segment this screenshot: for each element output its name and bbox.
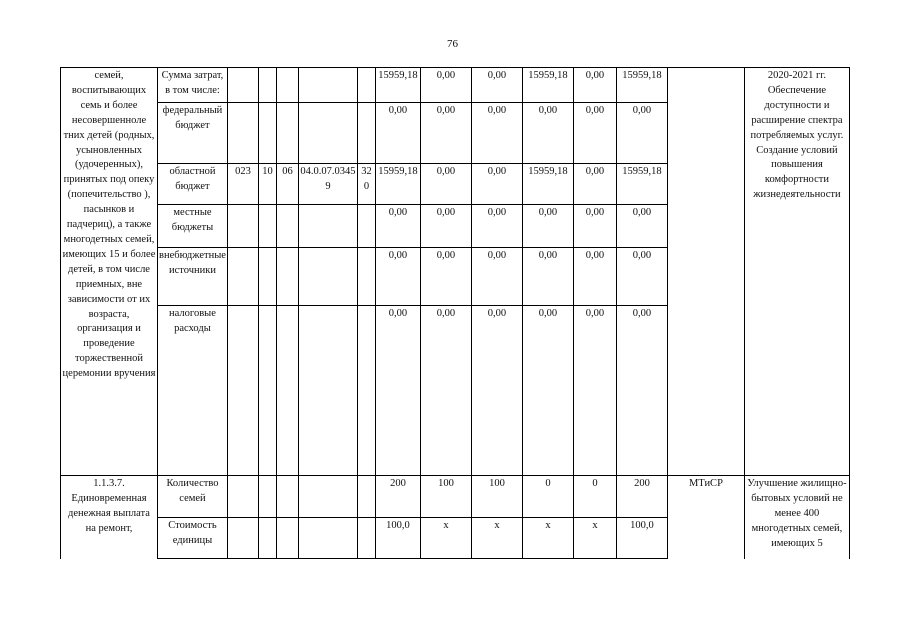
vr-cell [357,306,375,476]
grbs-cell [227,68,258,103]
value-cell: 0,00 [471,68,522,103]
rz-cell [258,476,276,518]
source-cell: областной бюджет [158,164,228,205]
value-cell: 15959,18 [522,164,573,205]
value-cell: 0,00 [573,205,616,248]
csr-cell [298,518,357,559]
value-cell: 100,0 [616,518,667,559]
grbs-cell: 023 [227,164,258,205]
source-cell: Количество семей [158,476,228,518]
value-cell: 0,00 [522,248,573,306]
table-row [61,68,850,103]
value-cell: 0,00 [573,248,616,306]
value-cell: 15959,18 [522,68,573,103]
vr-cell [357,476,375,518]
rz-cell: 10 [258,164,276,205]
table-row [61,476,850,518]
expected-result: Улучшение жилищно-бытовых условий не менее 400 многодетных семей, имеющих 5 [744,476,849,559]
value-cell: 100,0 [375,518,420,559]
value-cell: 0,00 [471,103,522,164]
value-cell: x [471,518,522,559]
executor-cell: МТиСР [667,476,744,559]
value-cell: 0,00 [420,103,471,164]
grbs-cell [227,306,258,476]
value-cell: 0,00 [375,103,420,164]
measure-description: 1.1.3.7. Единовременная денежная выплата на ремонт, [61,476,158,559]
value-cell: 0,00 [420,164,471,205]
rz-cell [258,103,276,164]
grbs-cell [227,103,258,164]
csr-cell [298,103,357,164]
vr-cell [357,248,375,306]
csr-cell: 04.0.07.03459 [298,164,357,205]
value-cell: 0,00 [420,68,471,103]
value-cell: 0 [573,476,616,518]
value-cell: 0,00 [375,248,420,306]
pr-cell: 06 [276,164,298,205]
value-cell: 0,00 [471,306,522,476]
value-cell: 15959,18 [375,68,420,103]
csr-cell [298,68,357,103]
pr-cell [276,103,298,164]
csr-cell [298,476,357,518]
rz-cell [258,68,276,103]
value-cell: 0,00 [616,248,667,306]
budget-table [60,67,850,559]
value-cell: 0,00 [522,103,573,164]
rz-cell [258,306,276,476]
value-cell: 15959,18 [375,164,420,205]
value-cell: 0,00 [522,205,573,248]
value-cell: 0,00 [420,306,471,476]
value-cell: 100 [420,476,471,518]
value-cell: 200 [616,476,667,518]
source-cell: федеральный бюджет [158,103,228,164]
rz-cell [258,205,276,248]
vr-cell [357,68,375,103]
rz-cell [258,248,276,306]
source-cell: местные бюджеты [158,205,228,248]
value-cell: x [573,518,616,559]
pr-cell [276,248,298,306]
source-cell: внебюджетные источники [158,248,228,306]
pr-cell [276,205,298,248]
value-cell: 0,00 [375,205,420,248]
grbs-cell [227,518,258,559]
value-cell: 0,00 [573,164,616,205]
grbs-cell [227,248,258,306]
csr-cell [298,205,357,248]
pr-cell [276,518,298,559]
value-cell: 0,00 [616,103,667,164]
value-cell: 0,00 [573,103,616,164]
grbs-cell [227,205,258,248]
value-cell: 0 [522,476,573,518]
page-number: 76 [447,38,458,50]
value-cell: 0,00 [573,306,616,476]
grbs-cell [227,476,258,518]
measure-description: семей, воспитывающих семь и более несовершенноле тних детей (родных, усыновленных (удочеренных), принятых под опеку (попечительство ), пасынков и падчериц), а также многодетных семей, имеющих 15 и более детей, в том числе приемных, вне зависимости от их возраста, организация и проведение торжественной церемонии вручения [61,68,158,476]
value-cell: x [420,518,471,559]
value-cell: 0,00 [573,68,616,103]
value-cell: 15959,18 [616,68,667,103]
value-cell: 15959,18 [616,164,667,205]
value-cell: 100 [471,476,522,518]
value-cell: 0,00 [522,306,573,476]
vr-cell [357,518,375,559]
source-cell: налоговые расходы [158,306,228,476]
expected-result: 2020-2021 гг. Обеспечение доступности и расширение спектра потребляемых услуг. Создание условий повышения комфортности жизнедеятельности [744,68,849,476]
source-cell: Сумма затрат, в том числе: [158,68,228,103]
rz-cell [258,518,276,559]
pr-cell [276,306,298,476]
value-cell: 0,00 [420,205,471,248]
vr-cell [357,205,375,248]
value-cell: x [522,518,573,559]
value-cell: 200 [375,476,420,518]
value-cell: 0,00 [420,248,471,306]
vr-cell: 320 [357,164,375,205]
value-cell: 0,00 [616,205,667,248]
csr-cell [298,248,357,306]
value-cell: 0,00 [471,164,522,205]
vr-cell [357,103,375,164]
value-cell: 0,00 [375,306,420,476]
value-cell: 0,00 [616,306,667,476]
pr-cell [276,476,298,518]
value-cell: 0,00 [471,248,522,306]
csr-cell [298,306,357,476]
source-cell: Стоимость единицы [158,518,228,559]
value-cell: 0,00 [471,205,522,248]
executor-cell [667,68,744,476]
pr-cell [276,68,298,103]
